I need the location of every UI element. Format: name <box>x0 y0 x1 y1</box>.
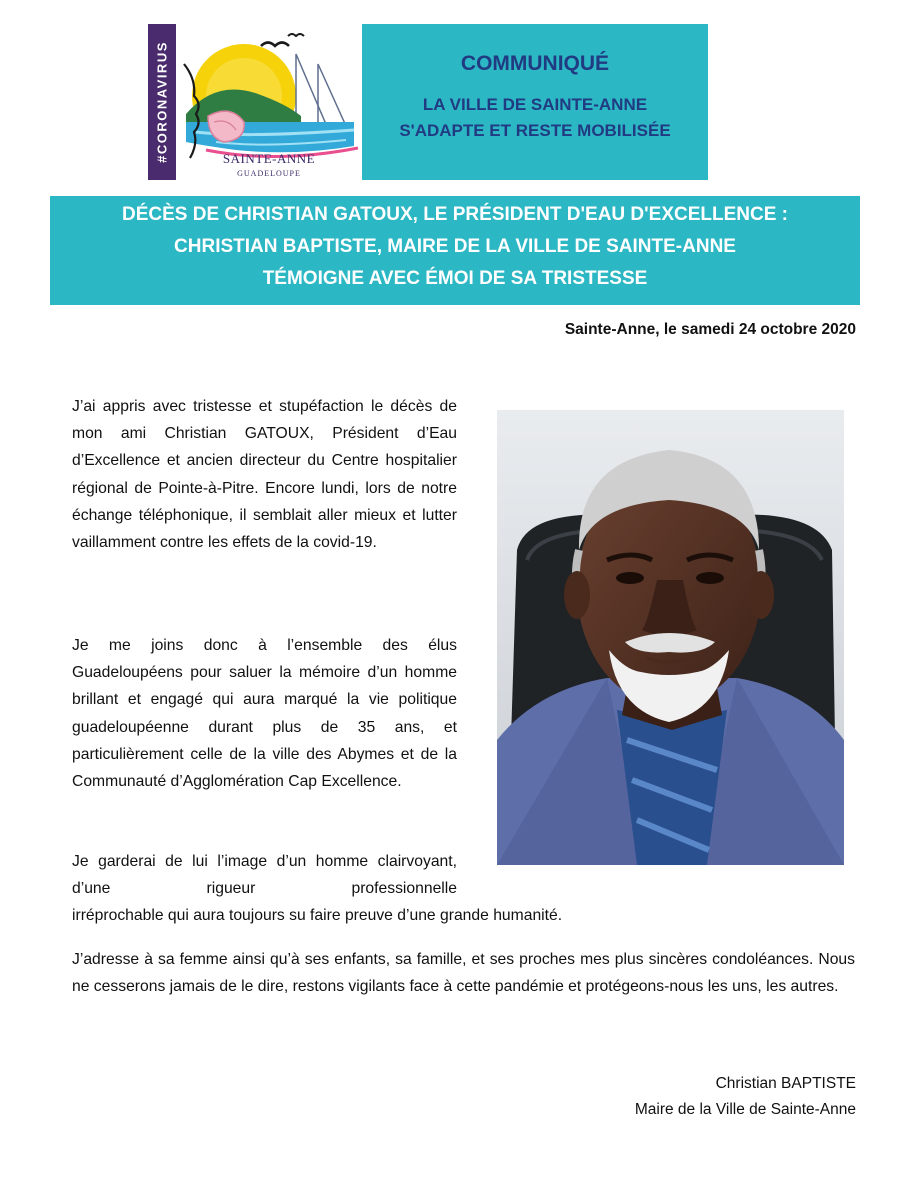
coronavirus-hashtag: #CORONAVIRUS <box>154 41 170 163</box>
headline-line1: DÉCÈS DE CHRISTIAN GATOUX, LE PRÉSIDENT D'EAU D'EXCELLENCE : <box>121 204 788 225</box>
paragraph-2: Je me joins donc à l’ensemble des élus Guadeloupéens pour saluer la mémoire d’un homme brillant et engagé qui aura marqué la vie politique guadeloupéenne durant plus de 35 ans, et particulièrement celle de la ville des Abymes et de la Communauté d’Agglomération Cap Excellence. <box>72 637 457 791</box>
sainte-anne-logo <box>176 24 362 180</box>
logo-region: GUADELOUPE <box>237 169 301 178</box>
paragraph-3-end: irréprochable qui aura toujours su faire preuve d’une grande humanité. <box>72 907 563 924</box>
paragraph-4: J’adresse à sa femme ainsi qu’à ses enfants, sa famille, et ses proches mes plus sincères condoléances. Nous ne cesserons jamais de le dire, restons vigilants face à cette pandémie et protégeons-nous les uns, les autres. <box>72 951 855 996</box>
communique-subtitle-line2: S'ADAPTE ET RESTE MOBILISÉE <box>399 121 671 140</box>
communique-subtitle-line1: LA VILLE DE SAINTE-ANNE <box>422 95 648 114</box>
communique-title: COMMUNIQUÉ <box>460 52 610 75</box>
signature-name: Christian BAPTISTE <box>715 1075 856 1092</box>
logo-name: SAINTE-ANNE <box>222 151 316 166</box>
headline-line3: TÉMOIGNE AVEC ÉMOI DE SA TRISTESSE <box>262 268 648 289</box>
portrait-icon <box>497 410 844 865</box>
portrait-photo <box>497 410 844 865</box>
paragraph-1: J’ai appris avec tristesse et stupéfaction le décès de mon ami Christian GATOUX, Président d’Eau d’Excellence et ancien directeur du Centre hospitalier régional de Pointe-à-Pitre. Encore lundi, lors de notre échange téléphonique, il semblait aller mieux et lutter vaillamment contre les effets de la covid-19. <box>72 398 457 552</box>
communique-box <box>362 24 708 180</box>
date-line: Sainte-Anne, le samedi 24 octobre 2020 <box>564 321 856 338</box>
headline-line2: CHRISTIAN BAPTISTE, MAIRE DE LA VILLE DE SAINTE-ANNE <box>174 236 736 257</box>
coronavirus-strip <box>148 24 176 180</box>
headline-banner <box>50 196 860 305</box>
paragraph-3-start: Je garderai de lui l’image d’un homme clairvoyant, d’une rigueur professionnelle <box>72 853 457 898</box>
signature-title: Maire de la Ville de Sainte-Anne <box>634 1101 856 1118</box>
